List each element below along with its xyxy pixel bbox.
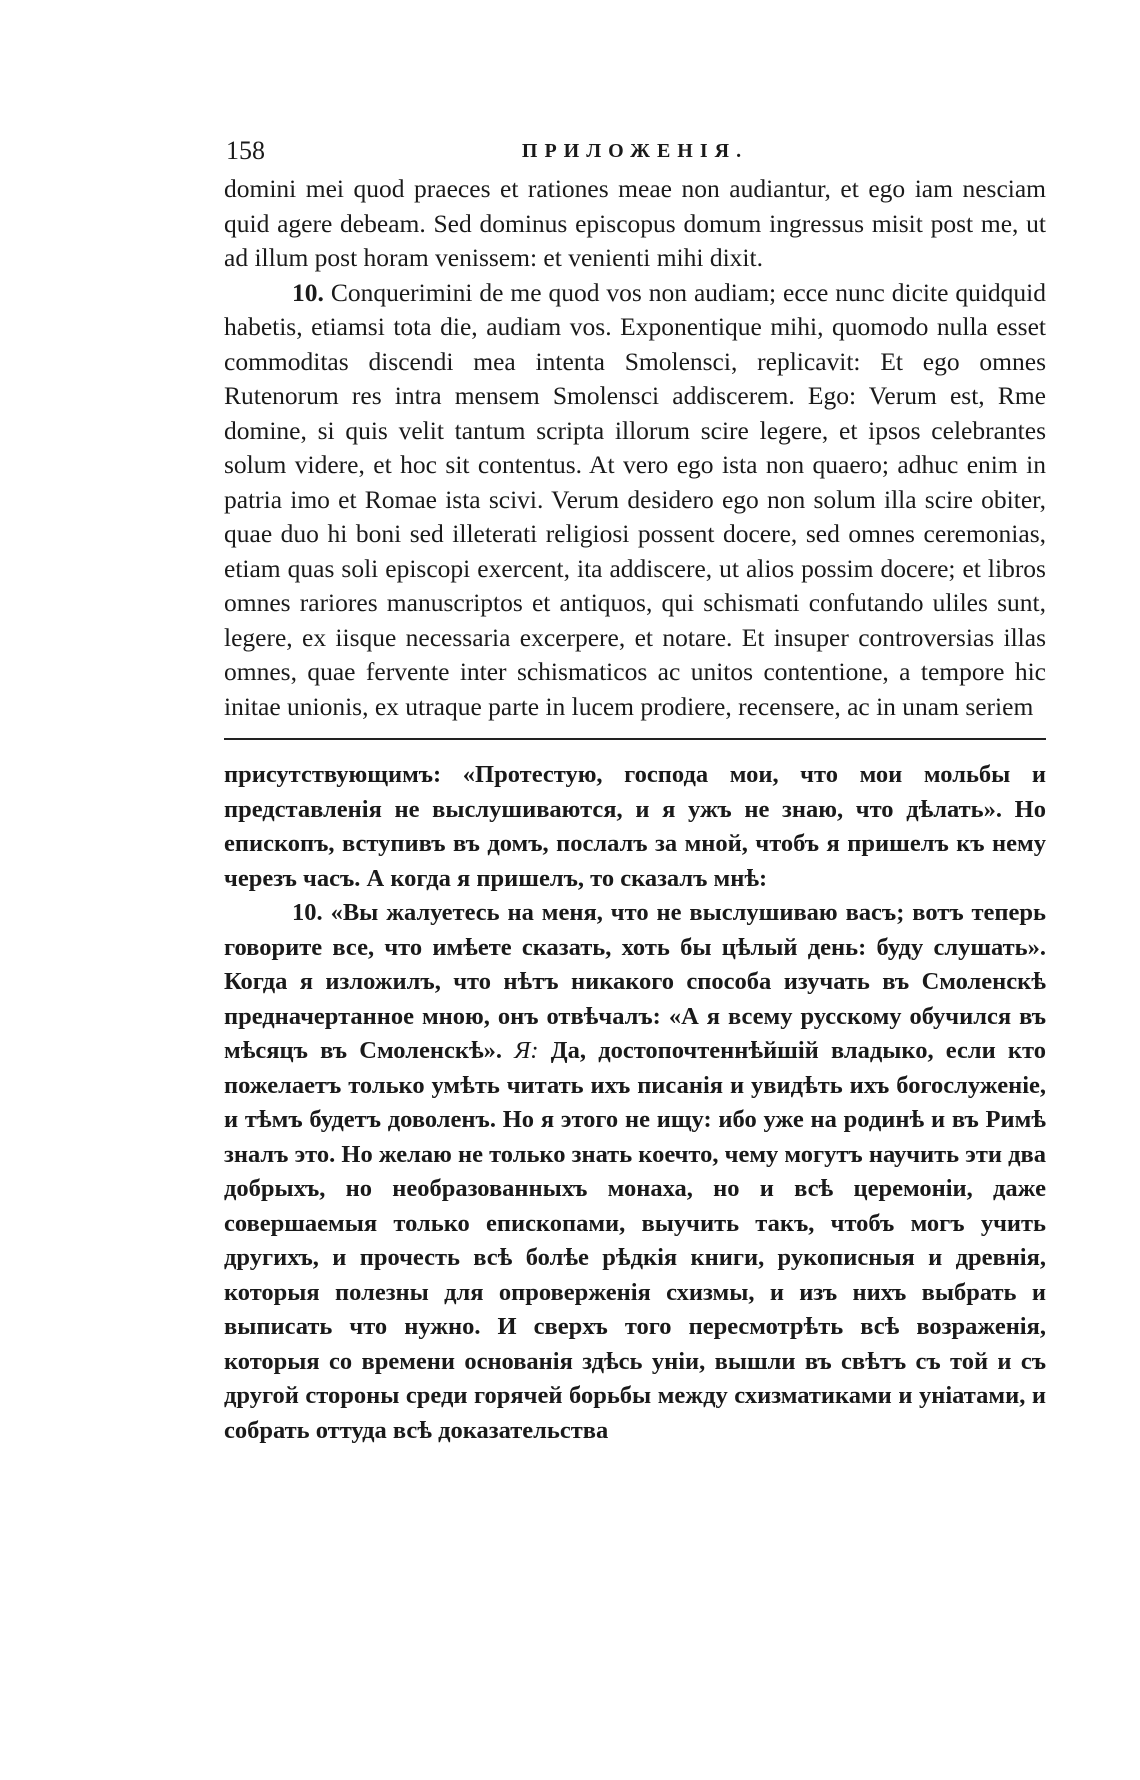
book-page (224, 128, 1046, 1448)
latin-paragraph-2-text: Conquerimini de me quod vos non audiam; ecce nunc dicite quidquid habetis, etiamsi tota die, audiam vos. Exponentique mihi, quomodo nulla esset commoditas discendi mea intenta Smolensci, replicavit: Et ego omnes Rutenorum res intra mensem Smolensci addiscerem. Ego: Verum est, Rme domine, si quis velit tantum scripta illorum scire legere, et ipsos celebrantes solum videre, et hoc sit contentus. At vero ego ista non quaero; adhuc enim in patria imo et Romae ista scivi. Verum desidero ego non solum illa scire obiter, quae duo hi boni sed illeterati religiosi possent docere, sed omnes ceremonias, etiam quas soli episcopi exercent, ita addiscere, ut alios possim docere; et libros omnes rariores manuscriptos et antiquos, qui schismati confutando uliles sunt, legere, ex iisque necessaria excerpere, et notare. Et insuper controversias illas omnes, quae fervente inter schismaticos ac unitos contentione, a tempore hic initae unionis, ex utraque parte in lucem prodiere, recensere, ac in unam seriem (224, 277, 1047, 721)
russian-paragraph-2-text-b: Да, достопочтеннѣйшій владыко, если кто пожелаетъ только умѣть читать ихъ писанія и увидѣть ихъ богослуженіе, и тѣмъ будетъ доволенъ. Но я этого не ищу: ибо уже на родинѣ и въ Римѣ зналъ это. Но желаю не только знать коечто, чему могутъ научить эти два добрыхъ, но необразованныхъ монаха, но и всѣ церемоніи, даже совершаемыя только епископами, выучить такъ, чтобъ могъ учить другихъ, и прочесть всѣ болѣе рѣдкія книги, рукописныя и древнія, которыя полезны для опроверженія схизмы, и изъ нихъ выбрать и выписать что нужно. И сверхъ того пересмотрѣть всѣ возраженія, которыя со времени основанія здѣсь уніи, вышли въ свѣтъ съ той и съ другой стороны среди горячей борьбы между схизматиками и уніатами, и собрать оттуда всѣ доказательства (224, 1037, 1047, 1444)
latin-paragraph-1: domini mei quod praeces et rationes meae non audiantur, et ego iam nesciam quid agere debeam. Sed dominus episcopus domum ingressus misit post me, ut ad illum post horam venissem: et venienti mihi dixit. (224, 174, 1046, 272)
footnote-divider (224, 738, 1046, 740)
latin-text (224, 172, 1046, 724)
latin-paragraph-2 (224, 276, 1046, 725)
page-header (224, 128, 1046, 172)
russian-paragraph-1: присутствующимъ: «Протестую, господа мои, что мои мольбы и представленія не выслушиваются, и я ужъ не знаю, что дѣлать». Но епископъ, вступивъ въ домъ, послалъ за мной, чтобъ я пришелъ къ нему черезъ часъ. А когда я пришелъ, то сказалъ мнѣ: (224, 761, 1046, 892)
russian-paragraph-2-text-a: «Вы жалуетесь на меня, что не выслушиваю васъ; вотъ теперь говорите все, что имѣете сказать, хоть бы цѣлый день: буду слушать». Когда я изложилъ, что нѣтъ никакого способа изучать въ Смоленскѣ предначертанное мною, онъ отвѣчалъ: «А я всему русскому обучился въ мѣсяцъ въ Смоленскѣ». (224, 899, 1047, 1064)
russian-translation (224, 758, 1046, 1448)
russian-paragraph-2 (224, 896, 1046, 1448)
russian-section-number: 10. (292, 899, 323, 926)
running-title: ПРИЛОЖЕНІЯ. (521, 140, 749, 162)
page-number: 158 (226, 136, 265, 165)
speaker-label: Я: (514, 1037, 539, 1064)
latin-section-number: 10. (292, 277, 324, 307)
